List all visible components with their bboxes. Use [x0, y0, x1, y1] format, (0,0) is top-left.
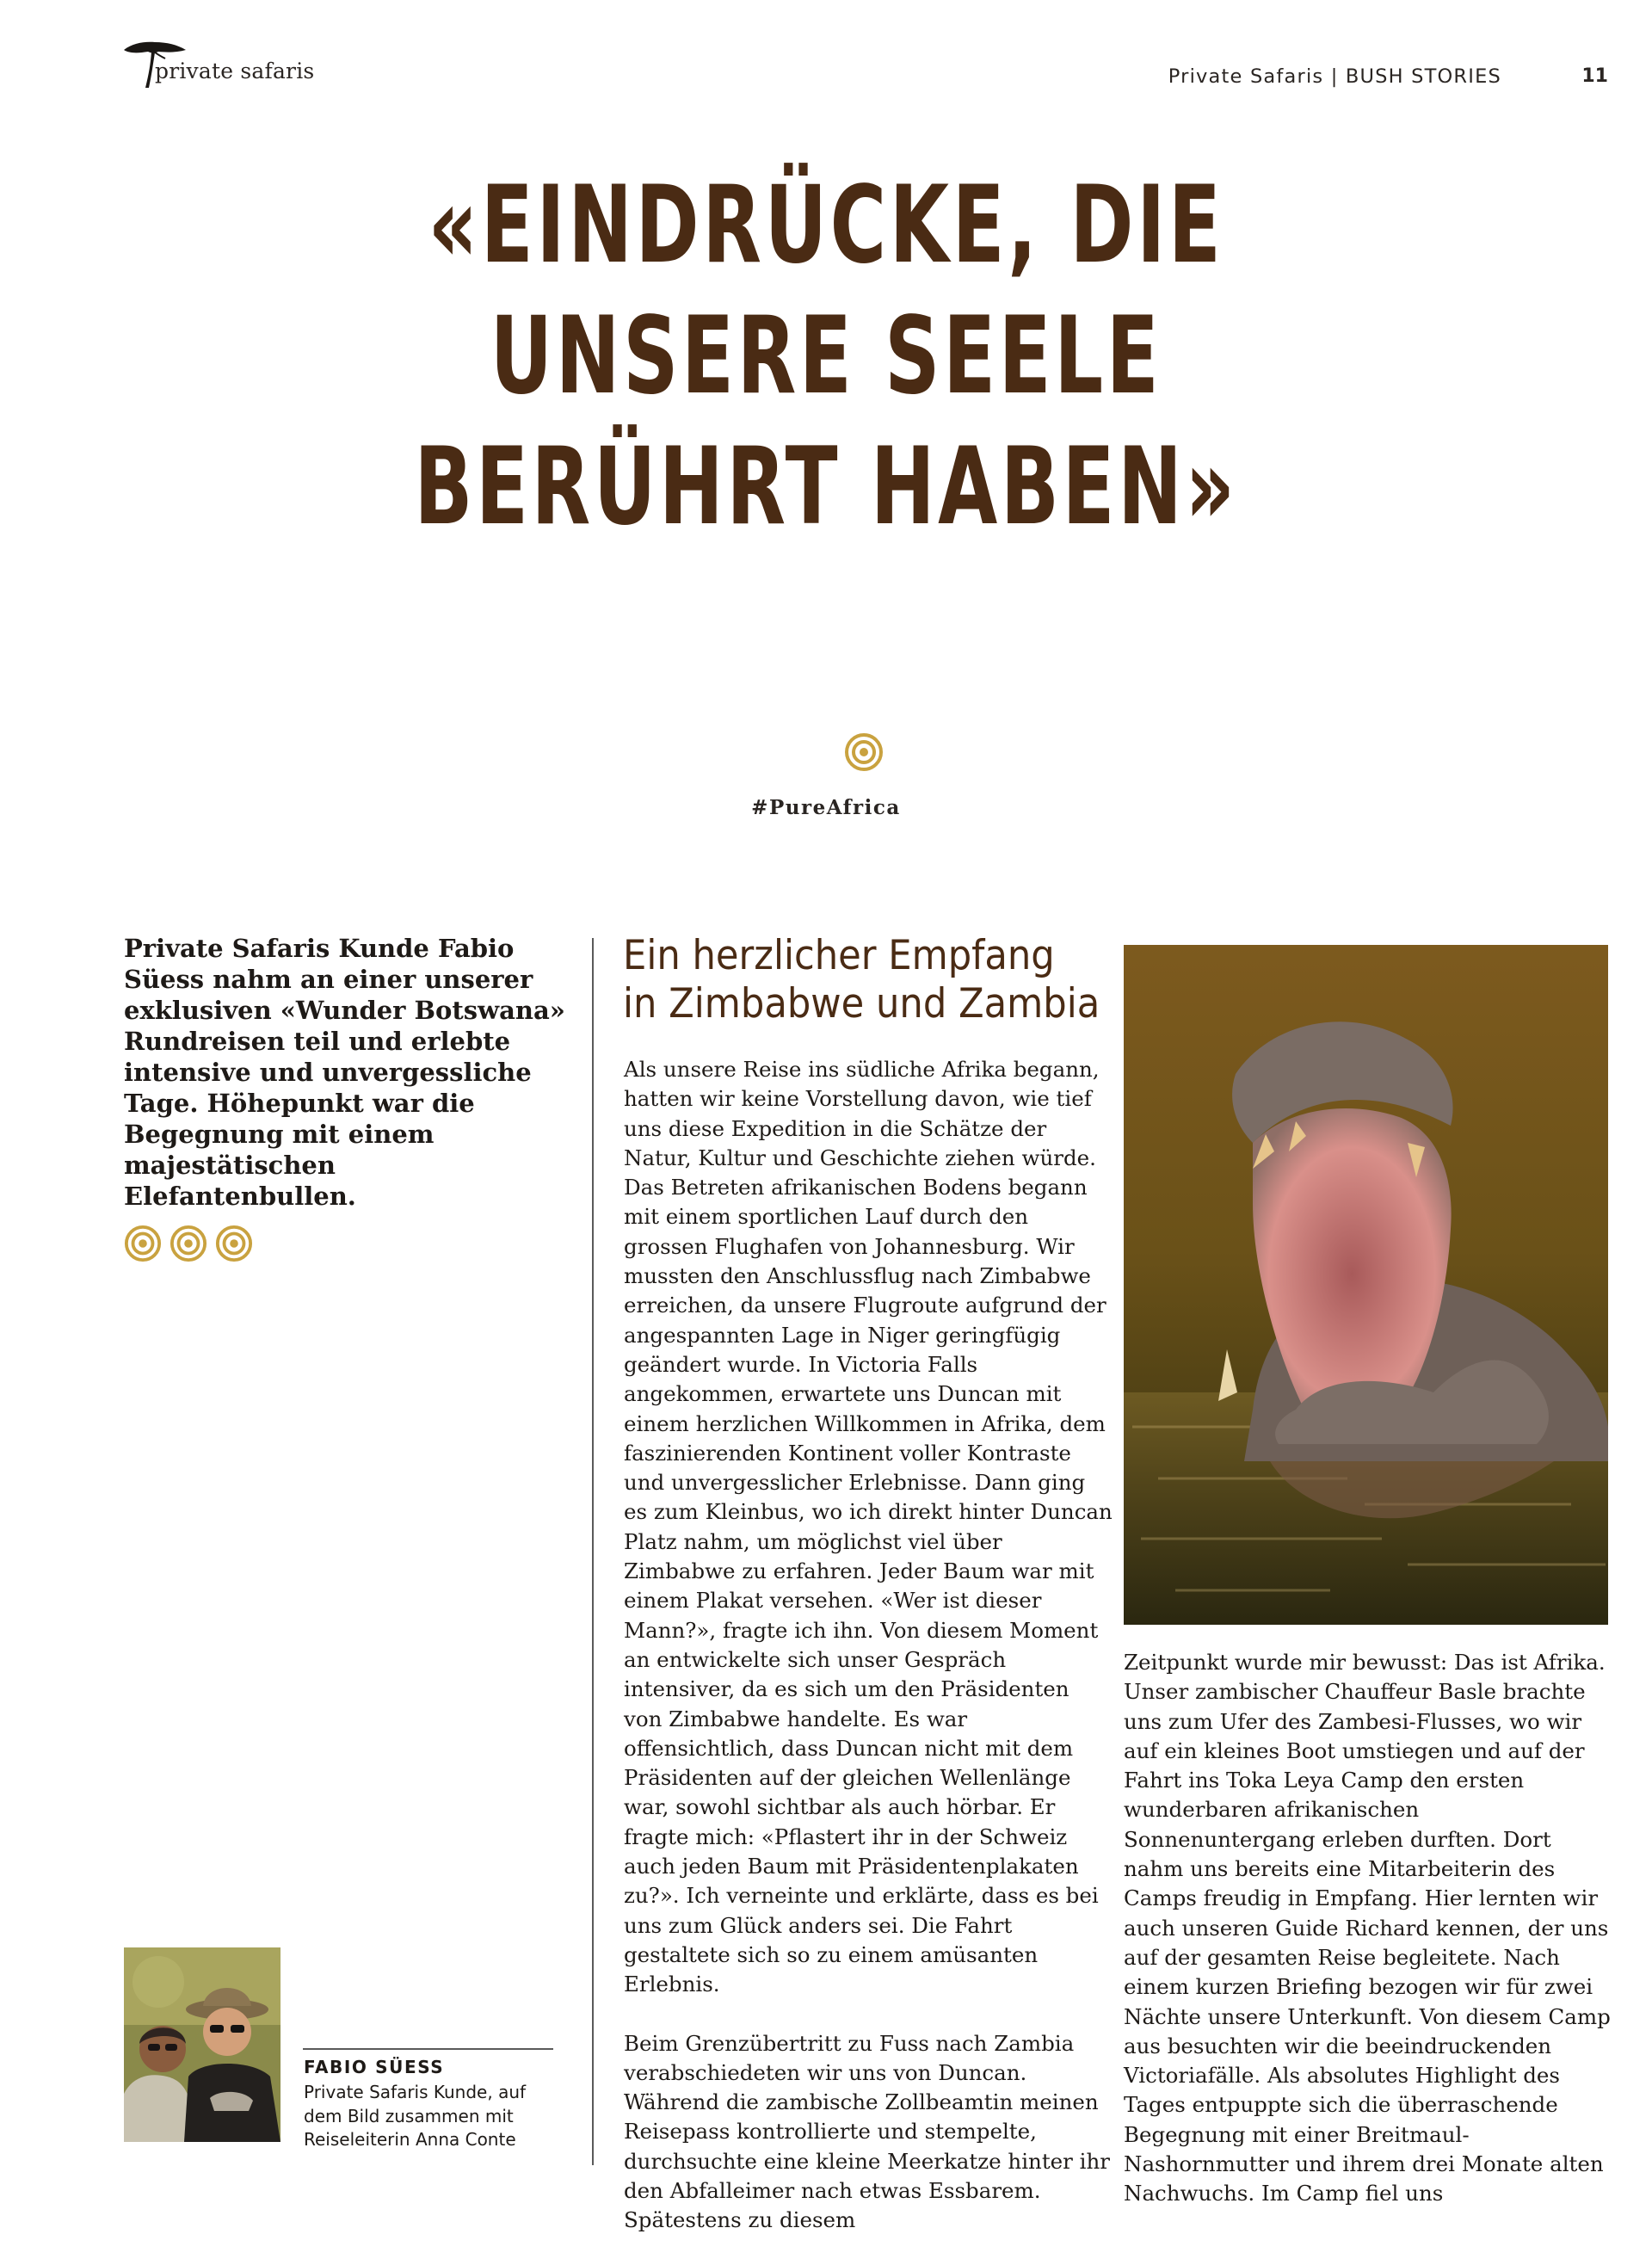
concentric-circle-icon [124, 1225, 162, 1262]
bio-photo [124, 1947, 280, 2142]
running-head: Private Safaris | BUSH STORIES [1168, 65, 1501, 88]
headline-line: BERÜHRT HABEN» [414, 425, 1238, 549]
logo-text: private safaris [155, 59, 315, 83]
intro-text: Private Safaris Kunde Fabio Süess nahm an einer unserer exklusiven «Wunder Botswana» Rundreisen teil und erlebte intensive und unvergessliche Tage. Höhepunkt war die Begegnung mit einem majestätischen Elefantenbullen. [124, 934, 565, 1211]
bio-rule [303, 2048, 553, 2050]
section-heading [623, 932, 1113, 1028]
paragraph: Zeitpunkt wurde mir bewusst: Das ist Afrika. Unser zambischer Chauffeur Basle brachte uns zum Ufer des Zambesi-Flusses, wo wir auf ein kleines Boot umstiegen und auf der Fahrt ins Toka Leya Camp den ersten wunderbaren afrikanischen Sonnenuntergang erleben durften. Dort nahm uns bereits eine Mitarbeiterin des Camps freudig in Empfang. Hier lernten wir auch unseren Guide Richard kennen, der uns auf der gesamten Reise begleitete. Nach einem kurzen Briefing bezogen wir für zwei Nächte unsere Unterkunft. Von diesem Camp aus besuchten wir die beeindruckenden Victoriafälle. Als absolutes Highlight des Tages entpuppte sich die überraschende Begegnung mit einer Breitmaul-Nashornmutter und ihrem drei Monate alten Nachwuchs. Im Camp fiel uns [1124, 1650, 1611, 2206]
concentric-circle-icon [215, 1225, 253, 1262]
paragraph: Als unsere Reise ins südliche Afrika begann, hatten wir keine Vorstellung davon, wie tief uns diese Expedition in die Schätze der Natur, Kultur und Geschichte ziehen würde. Das Betreten afrikanischen Bodens begann mit einem sportlichen Lauf durch den grossen Flughafen von Johannesburg. Wir mussten den Anschlussflug nach Zimbabwe erreichen, da unsere Flugroute aufgrund der angespannten Lage in Niger geringfügig geändert wurde. In Victoria Falls angekommen, erwartete uns Duncan mit einem herzlichen Willkommen in Afrika, dem faszinierenden Kontinent voller Kontraste und unvergesslicher Erlebnisse. Dann ging es zum Kleinbus, wo ich direkt hinter Duncan Platz nahm, um möglichst viel über Zimbabwe zu erfahren. Jeder Baum war mit einem Plakat versehen. «Wer ist dieser Mann?», fragte ich ihn. Von diesem Moment an entwickelte sich unser Gespräch intensiver, da es sich um den Präsidenten von Zimbabwe handelte. Es war offensichtlich, dass Duncan nicht mit dem Präsidenten auf der gleichen Wellenlänge war, sowohl sichtbar als auch hörbar. Er fragte mich: «Pflastert ihr in der Schweiz auch jeden Baum mit Präsidentenplakaten zu?». Ich verneinte und erklärte, dass es bei uns zum Glück anders sei. Die Fahrt gestaltete sich so zu einem amüsanten Erlebnis. [624, 1057, 1113, 1997]
bio-name: FABIO SÜESS [304, 2057, 445, 2077]
headline-line: UNSERE SEELE [490, 294, 1162, 418]
article-column-2 [1124, 1648, 1612, 2209]
bio-caption: Private Safaris Kunde, auf dem Bild zusammen mit Reiseleiterin Anna Conte [304, 2082, 527, 2150]
hashtag: #PureAfrica [751, 796, 901, 819]
concentric-circle-icon [844, 732, 884, 775]
section-heading-line: in Zimbabwe und Zambia [623, 980, 1100, 1028]
concentric-circle-icon [170, 1225, 207, 1262]
page-number: 11 [1581, 65, 1608, 87]
headline-line: «EINDRÜCKE, DIE [428, 164, 1224, 287]
logo [120, 38, 327, 93]
section-heading-line: Ein herzlicher Empfang [623, 932, 1055, 979]
column-divider [592, 938, 594, 2165]
paragraph: Beim Grenzübertritt zu Fuss nach Zambia verabschiedeten wir uns von Duncan. Während die zambische Zollbeamtin meinen Reisepass kontrollierte und stempelte, durchsuchte eine kleine Meerkatze hinter ihr den Abfalleimer nach etwas Essbarem. Spätestens zu diesem [624, 2030, 1110, 2233]
headline [0, 160, 1652, 552]
hippo-photo [1124, 945, 1608, 1625]
article-column-1 [624, 1055, 1113, 2265]
decorative-marks [124, 1225, 262, 1262]
